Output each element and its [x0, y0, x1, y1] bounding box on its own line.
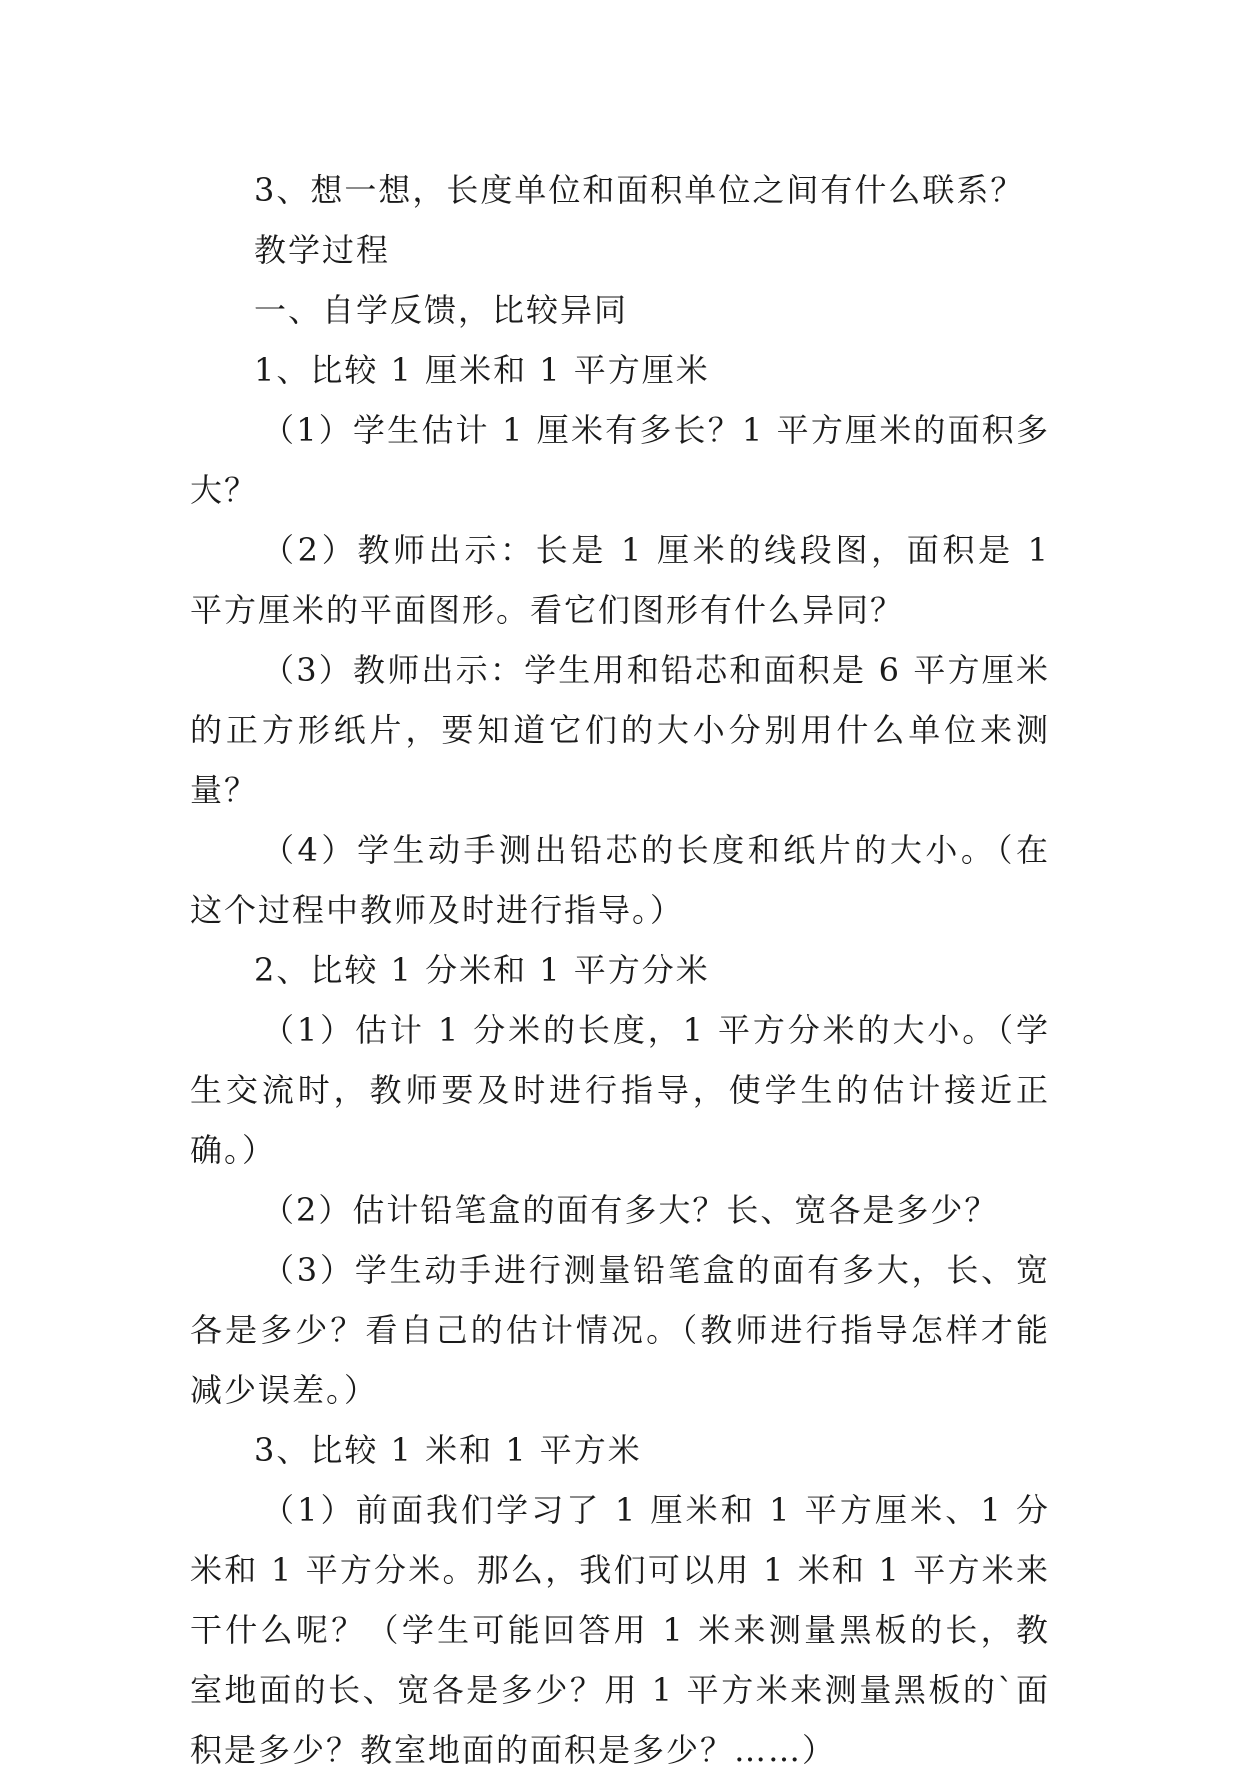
paragraph-cm-2: （2）教师出示：长是 1 厘米的线段图，面积是 1 平方厘米的平面图形。看它们图形有什么异同？ [190, 531, 1050, 629]
paragraph-cm-3: （3）教师出示：学生用和铅芯和面积是 6 平方厘米的正方形纸片，要知道它们的大小分别用什么单位来测量？ [190, 651, 1050, 809]
paragraph-question-3: 3、想一想，长度单位和面积单位之间有什么联系？ [254, 171, 1025, 209]
section-heading-1: 一、自学反馈，比较异同 [254, 291, 629, 329]
heading-teaching-process: 教学过程 [254, 231, 391, 269]
subheading-compare-cm: 1、比较 1 厘米和 1 平方厘米 [254, 351, 710, 389]
subheading-compare-dm: 2、比较 1 分米和 1 平方分米 [254, 951, 710, 989]
paragraph-dm-1: （1）估计 1 分米的长度，1 平方分米的大小。（学生交流时，教师要及时进行指导，使学生的估计接近正确。） [190, 1011, 1050, 1169]
paragraph-dm-2: （2）估计铅笔盒的面有多大？长、宽各是多少？ [262, 1191, 999, 1229]
body-text [190, 160, 1050, 1780]
paragraph-m-1: （1）前面我们学习了 1 厘米和 1 平方厘米、1 分米和 1 平方分米。那么，我们可以用 1 米和 1 平方米来干什么呢？（学生可能回答用 1 米来测量黑板的长，教室地面的长、宽各是多少？用 1 平方米来测量黑板的`面积是多少？教室地面的面积是多少？……） [190, 1491, 1050, 1769]
paragraph-cm-1: （1）学生估计 1 厘米有多长？1 平方厘米的面积多大？ [190, 411, 1050, 509]
paragraph-dm-3: （3）学生动手进行测量铅笔盒的面有多大，长、宽各是多少？看自己的估计情况。（教师进行指导怎样才能减少误差。） [190, 1251, 1050, 1409]
subheading-compare-m: 3、比较 1 米和 1 平方米 [254, 1431, 642, 1469]
paragraph-cm-4: （4）学生动手测出铅芯的长度和纸片的大小。（在这个过程中教师及时进行指导。） [190, 831, 1050, 929]
